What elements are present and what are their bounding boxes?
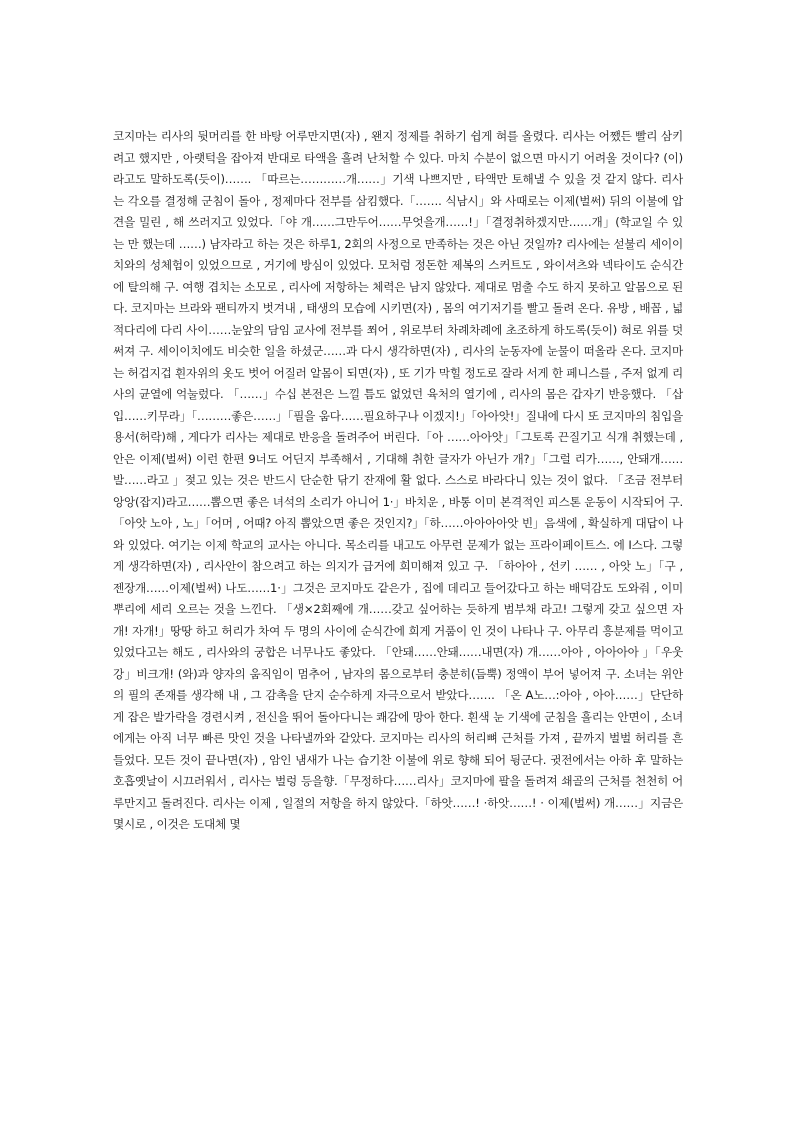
body-text-block bbox=[113, 126, 683, 836]
body-paragraph: 코지마는 리사의 뒷머리를 한 바탕 어루만지면(자) , 왠지 정제를 취하기 쉽게 혀를 올렸다. 리사는 어쨌든 빨리 삼키려고 했지만 , 아랫턱을 잡아져 반대로 타액을 흘려 난처할 수 있다. 마치 수분이 없으면 마시기 어려울 것이다? (이)라고도 말하도록(듯이)……. 「따르는…………개……」기색 나쁘지만 , 타액만 토해낼 수 있을 것 같지 않다. 리사는 각오를 결정해 군침이 돌아 , 정제마다 전부를 삼킴했다.「……. 식남시」와 사때로는 이제(벌써) 뒤의 이불에 압견을 밀린 , 해 쓰러지고 있었다.「야 개……그만두어……무엇을개……!」「결정취하겠지만……개」(학교일 수 있는 만 했는데 ……) 남자라고 하는 것은 하루1, 2회의 사정으로 만족하는 것은 아닌 것일까? 리사에는 섣불리 세이이치와의 성체험이 있었으므로 , 거기에 방심이 있었다. 모처럼 정돈한 제복의 스커트도 , 와이셔츠와 넥타이도 순식간에 탈의해 구. 여행 겹치는 소모로 , 리사에 저항하는 체력은 남지 않았다. 제대로 멈출 수도 하지 못하고 알몸으로 된다. 코지마는 브라와 팬티까지 벗겨내 , 태생의 모습에 시키면(자) , 몸의 여기저기를 빨고 돌려 온다. 유방 , 배꼽 , 넓적다리에 다리 사이……눈앞의 담임 교사에 전부를 쬐어 , 위로부터 차례차례에 초조하게 하도록(듯이) 혀로 위를 덧써져 구. 세이이치에도 비슷한 일을 하셨군……과 다시 생각하면(자) , 리사의 눈동자에 눈물이 떠올라 온다. 코지마는 허겁지겁 흰자위의 옷도 벗어 어질러 알몸이 되면(자) , 또 기가 막힐 정도로 잘라 서게 한 페니스를 , 주저 없게 리사의 균열에 억눌렀다. 「……」수십 본전은 느낄 틈도 없었던 육처의 열기에 , 리사의 몸은 갑자기 반응했다. 「삽입……키무라」「………좋은……」「필을 움다……필요하구나 이겠지!」「아아앗!」질내에 다시 또 코지마의 침입을 용서(허락)해 , 게다가 리사는 제대로 반응을 돌려주어 버린다.「아 ……아아앗」「그토록 끈질기고 식개 취했는데 , 안은 이제(벌써) 이런 한편 9너도 어딘지 부족해서 , 기대해 취한 글자가 아닌가 개?」「그럴 리가……, 안돼개……발……라고 」젖고 있는 것은 반드시 단순한 닦기 잔재에 활 없다. 스스로 바라다니 있는 것이 없다. 「조금 전부터 앙앙(잡지)라고……뽑으면 좋은 녀석의 소리가 아니어 1·」바치운 , 바통 이미 본격적인 피스톤 운동이 시작되어 구.「아앗 노아 , 노」「어머 , 어때? 아직 뽑았으면 좋은 것인지?」「하……아아아아앗 빈」음색에 , 확실하게 대답이 나와 있었다. 여기는 이제 학교의 교사는 아니다. 목소리를 내고도 아무런 문제가 없는 프라이페이트스. 에 I스다. 그렇게 생각하면(자) , 리사안이 참으려고 하는 의지가 급거에 희미해져 있고 구. 「하아아 , 선키 …… , 아앗 노」「구 , 젠장개……이제(벌써) 나도……1·」그것은 코지마도 같은가 , 집에 데리고 들어갔다고 하는 배덕감도 도와줘 , 이미 뿌리에 세리 오르는 것을 느낀다. 「생×2회째에 개……갖고 싶어하는 듯하게 범부채 라고! 그렇게 갖고 싶으면 자개! 자개!」땅땅 하고 허리가 차여 두 명의 사이에 순식간에 희게 거품이 인 것이 나타나 구. 아무리 흥분제를 먹이고 있었다고는 해도 , 리사와의 궁합은 너무나도 좋았다. 「안돼……안돼……내면(자) 개……아아 , 아아아아 」「우웃강」비크개! (와)과 양자의 움직임이 멈추어 , 남자의 몸으로부터 충분히(듬뿍) 정액이 부어 넣어져 구. 소녀는 위안의 필의 존재를 생각해 내 , 그 감촉을 단지 순수하게 자극으로서 받았다……. 「온 A노…:아아 , 아아……」단단하게 잡은 발가락을 경련시켜 , 전신을 뛰어 돌아다니는 쾌감에 망아 한다. 흰색 눈 기색에 군침을 흘리는 안면이 , 소녀에게는 아직 너무 빠른 맛인 것을 나타낼까와 같았다. 코지마는 리사의 허리뼈 근처를 가져 , 끝까지 벌벌 허리를 흔들었다. 모든 것이 끝나면(자) , 암인 냄새가 나는 습기찬 이불에 위로 향해 되어 뒹군다. 귓전에서는 아하 후 말하는 호흡옛날이 시끄러워서 , 리사는 벌렁 등을향.「무정하다……리사」코지마에 팔을 돌려져 쇄골의 근처를 천천히 어루만지고 돌려진다. 리사는 이제 , 일절의 저항을 하지 않았다.「하앗……! ·하앗……! · 이제(벌써) 개……」지금은 몇시로 , 이것은 도대체 몇 bbox=[113, 129, 683, 831]
